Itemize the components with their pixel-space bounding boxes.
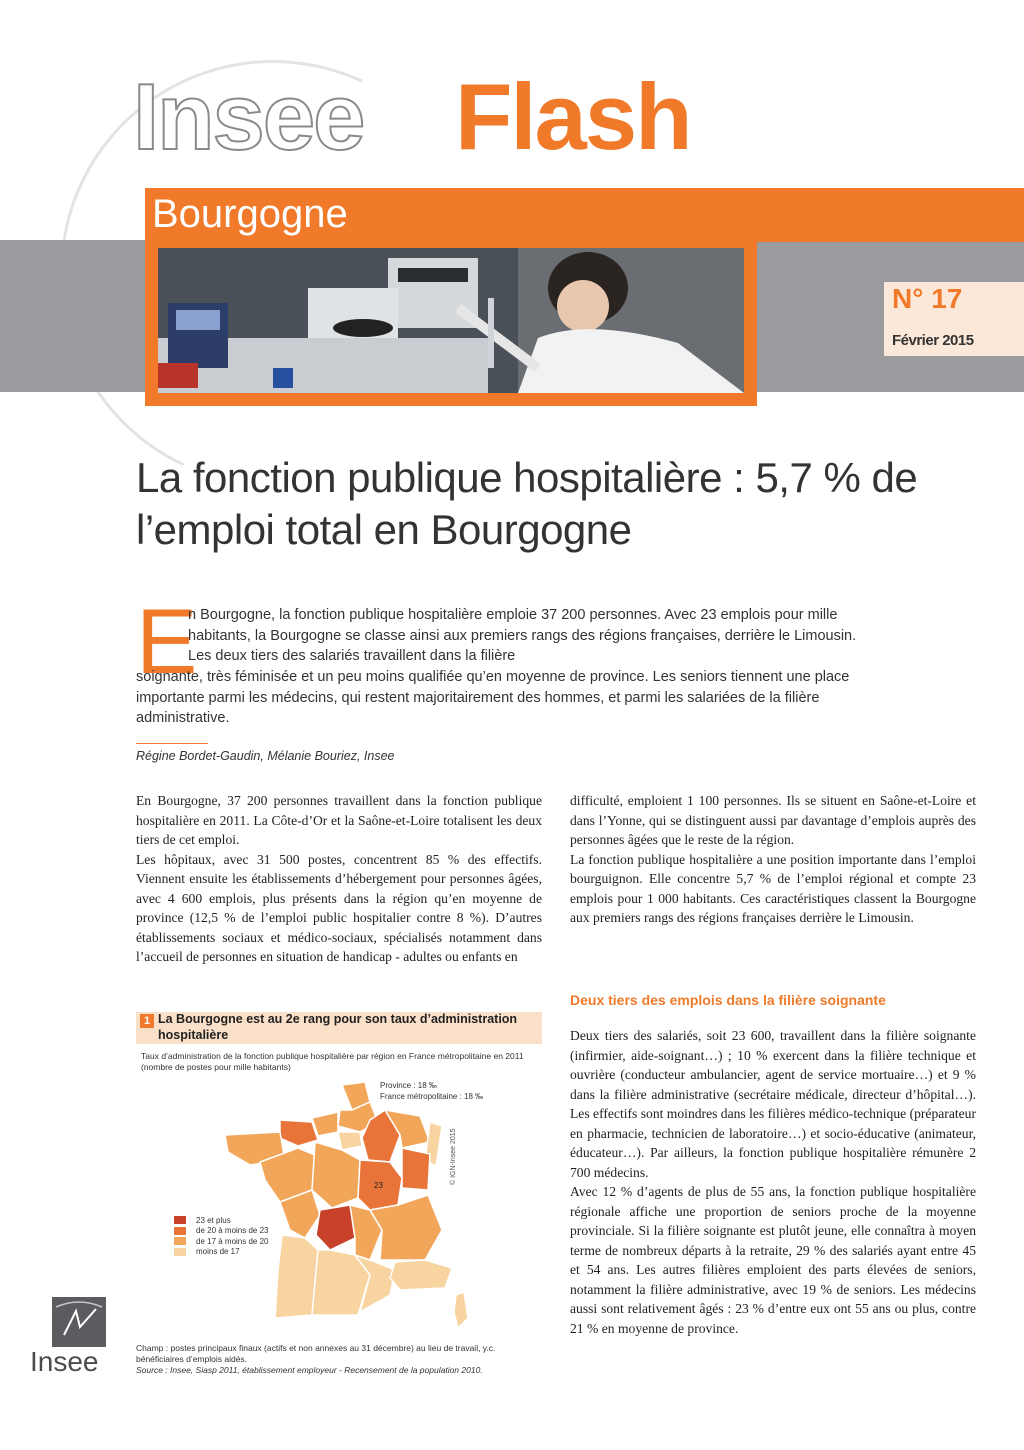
region-corse — [454, 1292, 468, 1328]
legend-swatch — [174, 1227, 186, 1235]
left-column — [136, 791, 542, 967]
legend-label: 23 et plus — [196, 1215, 231, 1225]
figure-source: Source : Insee, Siasp 2011, établissement employeur - Recensement de la population 2010. — [136, 1365, 483, 1375]
brand-flash: Flash — [455, 64, 691, 169]
footer-logo-text: Insee — [30, 1346, 99, 1377]
map-reference-values — [380, 1080, 483, 1102]
region-paca — [390, 1260, 452, 1290]
page-title: La fonction publique hospitalière : 5,7 % de l’emploi total en Bourgogne — [136, 454, 918, 553]
issue-date: Février 2015 — [892, 332, 974, 349]
figure-champ: Champ : postes principaux finaux (actifs et non annexes au 31 décembre) au lieu de travail, y.c. bénéficiaires d’emplois aidés. — [136, 1343, 496, 1364]
issue-number: N° 17 — [892, 283, 963, 314]
legend-swatch — [174, 1248, 186, 1256]
region-name: Bourgogne — [152, 192, 348, 236]
paragraph: La fonction publique hospitalière a une position importante dans l’emploi bourguignon. Elle concentre 5,7 % de l’emploi régional et compte 23 emplois pour 1 000 habitants. Ces caractéristiques classent la Bourgogne aux premiers rangs des régions françaises derrière le Limousin. — [570, 851, 976, 925]
intro-body-text: soignante, très féminisée et un peu moins qualifiée qu’en moyenne de province. Les seniors tiennent une place importante parmi les médecins, qui restent majoritairement des hommes, et parmi les salariées de la filière administrative. — [136, 669, 850, 727]
header-photo-laboratory — [158, 248, 744, 393]
legend-label: de 17 à moins de 20 — [196, 1236, 269, 1246]
paragraph: difficulté, emploient 1 100 personnes. Ils se situent en Saône-et-Loire et dans l’Yonne, qui se distinguent aussi par davantage d’emplois auprès des personnes âgées que le reste de la région. — [570, 793, 976, 847]
map-legend — [174, 1215, 269, 1257]
intro-lead-text: n Bourgogne, la fonction publique hospitalière emploie 37 200 personnes. Avec 23 emplois pour mille habitants, la Bourgogne se classe ainsi aux premiers rangs des régions françaises, derrière le Limousin. Les deux tiers des salariés travaillent dans la filière — [188, 607, 857, 665]
legend-label: de 20 à moins de 23 — [196, 1226, 269, 1236]
region-aquitaine — [275, 1235, 318, 1318]
region-basse-normandie — [280, 1120, 318, 1146]
paragraph: En Bourgogne, 37 200 personnes travaillent dans la fonction publique hospitalière en 2011. La Côte-d’Or et la Saône-et-Loire totalisent les deux tiers de cet emploi. — [136, 793, 542, 847]
author-divider — [136, 743, 208, 744]
legend-swatch — [174, 1237, 186, 1245]
legend-item — [174, 1247, 269, 1258]
legend-label: moins de 17 — [196, 1247, 240, 1257]
france-regions-map — [220, 1080, 480, 1335]
legend-item — [174, 1226, 269, 1237]
paragraph: Les hôpitaux, avec 31 500 postes, concentrent 85 % des effectifs. Viennent ensuite les établissements d’hébergement pour personnes âgées, avec 4 600 emplois, plus présents dans la région qu’en moyenne de province (12,5 % de l’emploi public hospitalier contre 8 %). D’autres établissements sociaux et médico-sociaux, spécialisés notamment dans l’accueil de personnes en situation de handicap - adultes ou enfants en — [136, 851, 542, 964]
region-franche-comte — [402, 1148, 430, 1190]
right-column-bottom — [570, 1026, 976, 1338]
bourgogne-map-label: 23 — [374, 1181, 383, 1190]
authors: Régine Bordet-Gaudin, Mélanie Bouriez, Insee — [136, 749, 395, 763]
brand-insee: Insee — [133, 64, 364, 169]
legend-item — [174, 1236, 269, 1247]
region-centre — [312, 1142, 360, 1208]
reference-france: France métropolitaine : 18 ‰ — [380, 1092, 484, 1101]
reference-province: Province : 18 ‰ — [380, 1081, 437, 1090]
intro-dropcap: E — [136, 591, 198, 693]
paragraph: Avec 12 % d’agents de plus de 55 ans, la fonction publique hospitalière régionale affiche une proportion de seniors proche de la moyenne provinciale. Si la filière soignante est plutôt jeune, elle connaîtra à moyen terme de nombreux départs à la retraite, 29 % des salariés ayant entre 45 et 54 ans. Les autres filières emploient des parts élevées de seniors, notamment la filière administrative, avec 19 % de seniors. Les médecins aussi sont relativement âgés : 23 % d’entre eux ont 55 ans ou plus, contre 21 % en moyenne de province. — [570, 1184, 976, 1336]
right-column-top — [570, 791, 976, 928]
region-ile-de-france — [338, 1132, 362, 1150]
legend-item — [174, 1215, 269, 1226]
legend-swatch — [174, 1216, 186, 1224]
figure-number: 1 — [140, 1014, 154, 1028]
paragraph: Deux tiers des salariés, soit 23 600, travaillent dans la filière soignante (infirmier, aide-soignant…) ; 10 % exercent dans la filière technique et ouvrière (conducteur ambulancier, agent de service mortuaire…) et 9 % dans la filière administrative (secrétaire médicale, directeur d’hôpital…). Les effectifs sont moindres dans les filières médico-technique (préparateur en pharmacie, technicien de laboratoire…) et socio-éducative (animateur, éducateur…). Par ailleurs, la fonction publique hospitalière rémunère 2 700 médecins. — [570, 1028, 976, 1180]
figure-notes — [136, 1343, 542, 1376]
map-copyright: © IGN-Insee 2015 — [450, 1128, 457, 1185]
region-limousin — [316, 1205, 355, 1250]
figure-title: La Bourgogne est au 2e rang pour son taux d’administration hospitalière — [158, 1012, 518, 1042]
insee-logo-icon — [52, 1297, 106, 1347]
section-heading: Deux tiers des emplois dans la filière soignante — [570, 992, 886, 1008]
figure-subtitle: Taux d’administration de la fonction publique hospitalière par région en France métropolitaine en 2011 (nombre de postes pour mille habitants) — [141, 1051, 524, 1072]
